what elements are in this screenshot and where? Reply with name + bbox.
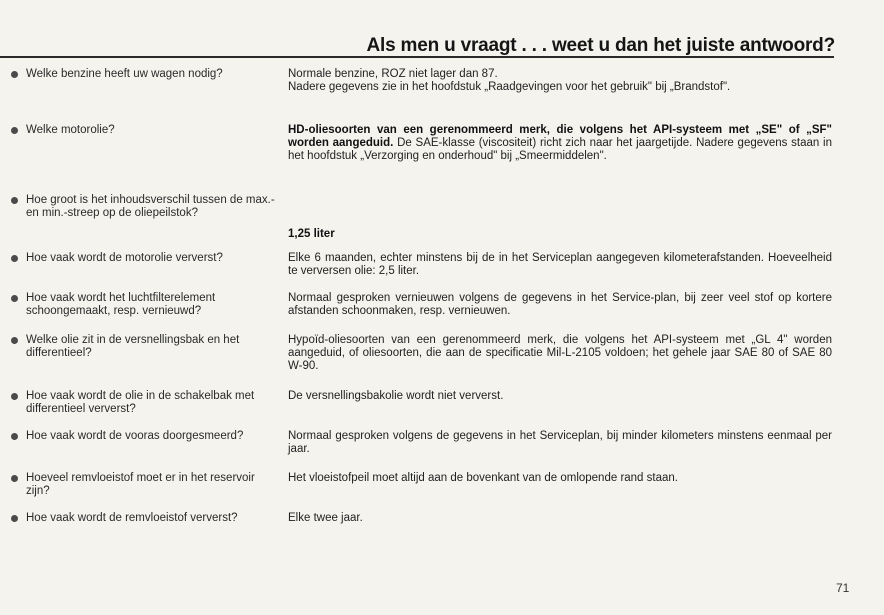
page-title: Als men u vraagt . . . weet u dan het juiste antwoord?: [366, 35, 835, 56]
qa-item: [0, 194, 834, 240]
qa-item: [0, 430, 834, 460]
bullet-icon: [11, 295, 18, 302]
answer-text: Normaal gesproken vernieuwen volgens de gegevens in het Service-plan, bij zeer veel stof op kortere afstanden schoonmaken, resp. vernieuwen.: [288, 292, 832, 317]
bullet-icon: [11, 433, 18, 440]
qa-item: [0, 68, 834, 110]
answer-text: De versnellingsbakolie wordt niet ververst.: [288, 390, 504, 402]
bullet-icon: [11, 393, 18, 400]
title-rule: [0, 56, 834, 58]
question-text: Welke olie zit in de versnellingsbak en het differentieel?: [26, 334, 240, 359]
bullet-icon: [11, 127, 18, 134]
answer-bold-text: 1,25 liter: [288, 228, 335, 240]
qa-item: [0, 252, 834, 280]
answer-bold-text: HD-oliesoorten van een gerenommeerd merk, die volgens het API-systeem met „SE" of „SF" worden aangeduid.: [288, 124, 832, 149]
question-text: Hoe vaak wordt het luchtfilterelement schoongemaakt, resp. vernieuwd?: [26, 292, 216, 317]
question-text: Welke motorolie?: [26, 124, 115, 136]
question-text: Hoeveel remvloeistof moet er in het reservoir zijn?: [26, 472, 255, 497]
qa-item: [0, 334, 834, 378]
answer-regular-text: De SAE-klasse (viscositeit) richt zich naar het jaargetijde. Nadere gegevens staan in het hoofdstuk „Verzorging en onderhoud" bij „Smeermiddelen".: [288, 137, 832, 162]
answer-text: [288, 228, 832, 241]
bullet-icon: [11, 71, 18, 78]
question-text: Hoe vaak wordt de olie in de schakelbak met differentieel ververst?: [26, 390, 255, 415]
answer-line: Nadere gegevens zie in het hoofdstuk „Raadgevingen voor het gebruik" bij „Brandstof".: [288, 81, 731, 93]
qa-item: [0, 512, 834, 540]
question-text: Hoe vaak wordt de motorolie ververst?: [26, 252, 223, 264]
answer-text: Elke twee jaar.: [288, 512, 363, 524]
question-text: Hoe groot is het inhoudsverschil tussen de max.- en min.-streep op de oliepeilstok?: [26, 194, 275, 219]
question-text: Hoe vaak wordt de vooras doorgesmeerd?: [26, 430, 244, 442]
page-number: 71: [836, 581, 850, 595]
bullet-icon: [11, 255, 18, 262]
qa-item: [0, 472, 834, 500]
qa-item: [0, 124, 834, 182]
question-text: Hoe vaak wordt de remvloeistof ververst?: [26, 512, 238, 524]
bullet-icon: [11, 475, 18, 482]
qa-item: [0, 390, 834, 418]
answer-text: Het vloeistofpeil moet altijd aan de bovenkant van de omlopende rand staan.: [288, 472, 678, 484]
question-text: Welke benzine heeft uw wagen nodig?: [26, 68, 223, 80]
answer-text: [288, 68, 832, 94]
answer-line: Normale benzine, ROZ niet lager dan 87.: [288, 68, 498, 80]
bullet-icon: [11, 337, 18, 344]
answer-text: [288, 124, 832, 163]
bullet-icon: [11, 197, 18, 204]
answer-text: Elke 6 maanden, echter minstens bij de in het Serviceplan aangegeven kilometerafstanden. Hoeveelheid te verversen olie: 2,5 liter.: [288, 252, 832, 277]
answer-text: Normaal gesproken volgens de gegevens in het Serviceplan, bij minder kilometers minstens eenmaal per jaar.: [288, 430, 832, 455]
answer-text: Hypoïd-oliesoorten van een gerenommeerd merk, die volgens het API-systeem met „GL 4" worden aangeduid, of oliesoorten, die aan de specificatie Mil-L-2105 voldoen; het gehele jaar SAE 80 of SAE 80 W-90.: [288, 334, 832, 372]
qa-item: [0, 292, 834, 322]
bullet-icon: [11, 515, 18, 522]
